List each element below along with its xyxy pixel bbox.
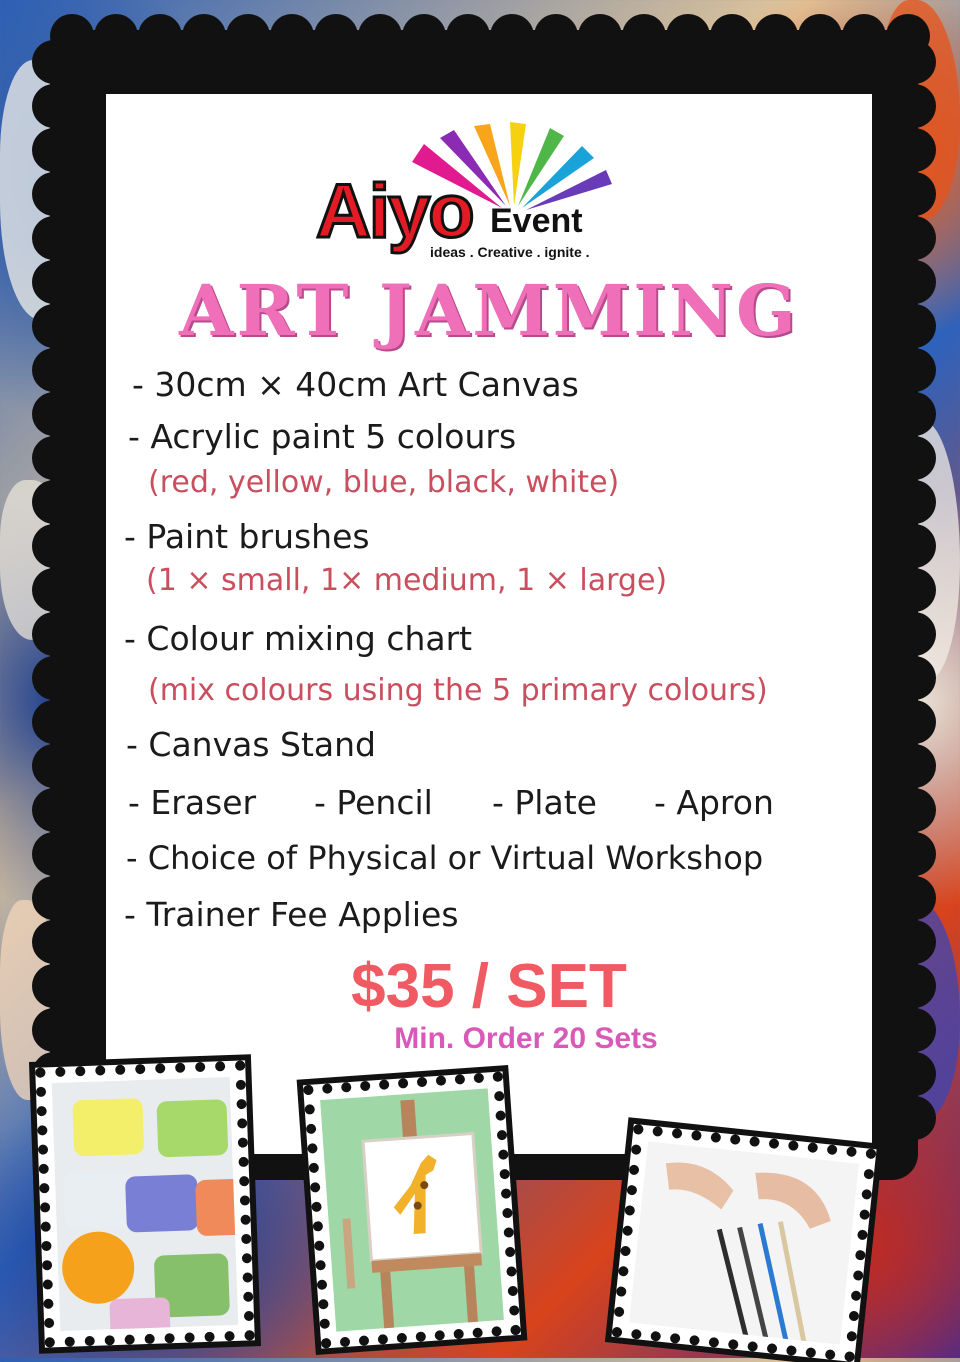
list-item-workshop: - Choice of Physical or Virtual Workshop: [126, 839, 764, 877]
giraffe-easel-photo: [303, 1071, 521, 1348]
list-item-pencil: - Pencil: [314, 783, 433, 822]
list-item-brushes-detail: (1 × small, 1× medium, 1 × large): [146, 563, 668, 598]
logo-tagline: ideas . Creative . ignite .: [430, 244, 590, 260]
list-item-acrylic-detail: (red, yellow, blue, black, white): [148, 465, 620, 500]
list-item-brushes: - Paint brushes: [124, 517, 370, 556]
hands-brushes-photo: [611, 1124, 876, 1362]
frame-scallops-top: [50, 14, 930, 58]
paint-jars-image: [52, 1077, 239, 1331]
logo-suffix-text: Event: [490, 202, 583, 240]
logo-brand-text: Aiyo: [316, 169, 473, 254]
min-order-label: Min. Order 20 Sets: [394, 1022, 658, 1055]
list-item-plate: - Plate: [492, 783, 597, 822]
list-item-mixing-detail: (mix colours using the 5 primary colours): [148, 673, 768, 708]
price-label: $35 / SET: [351, 952, 627, 1021]
list-item-mixing-chart: - Colour mixing chart: [124, 619, 473, 658]
list-item-apron: - Apron: [654, 783, 774, 822]
list-item-eraser: - Eraser: [128, 783, 257, 822]
list-item-acrylic-paint: - Acrylic paint 5 colours: [128, 417, 517, 456]
list-item-trainer-fee: - Trainer Fee Applies: [124, 895, 459, 934]
paint-jars-icon: [52, 1077, 239, 1331]
giraffe-easel-image: [320, 1088, 504, 1331]
hands-brushes-image: [629, 1141, 859, 1344]
giraffe-easel-icon: [320, 1088, 504, 1331]
frame-scallops-right: [892, 40, 936, 1140]
page-title: ART JAMMING: [179, 269, 799, 352]
frame-scallops-left: [32, 40, 76, 1140]
aiyo-event-logo: [312, 122, 632, 272]
list-item-canvas: - 30cm × 40cm Art Canvas: [132, 365, 579, 404]
paint-jars-photo: [35, 1060, 255, 1347]
hands-brushes-icon: [629, 1141, 859, 1344]
list-item-canvas-stand: - Canvas Stand: [126, 725, 376, 764]
